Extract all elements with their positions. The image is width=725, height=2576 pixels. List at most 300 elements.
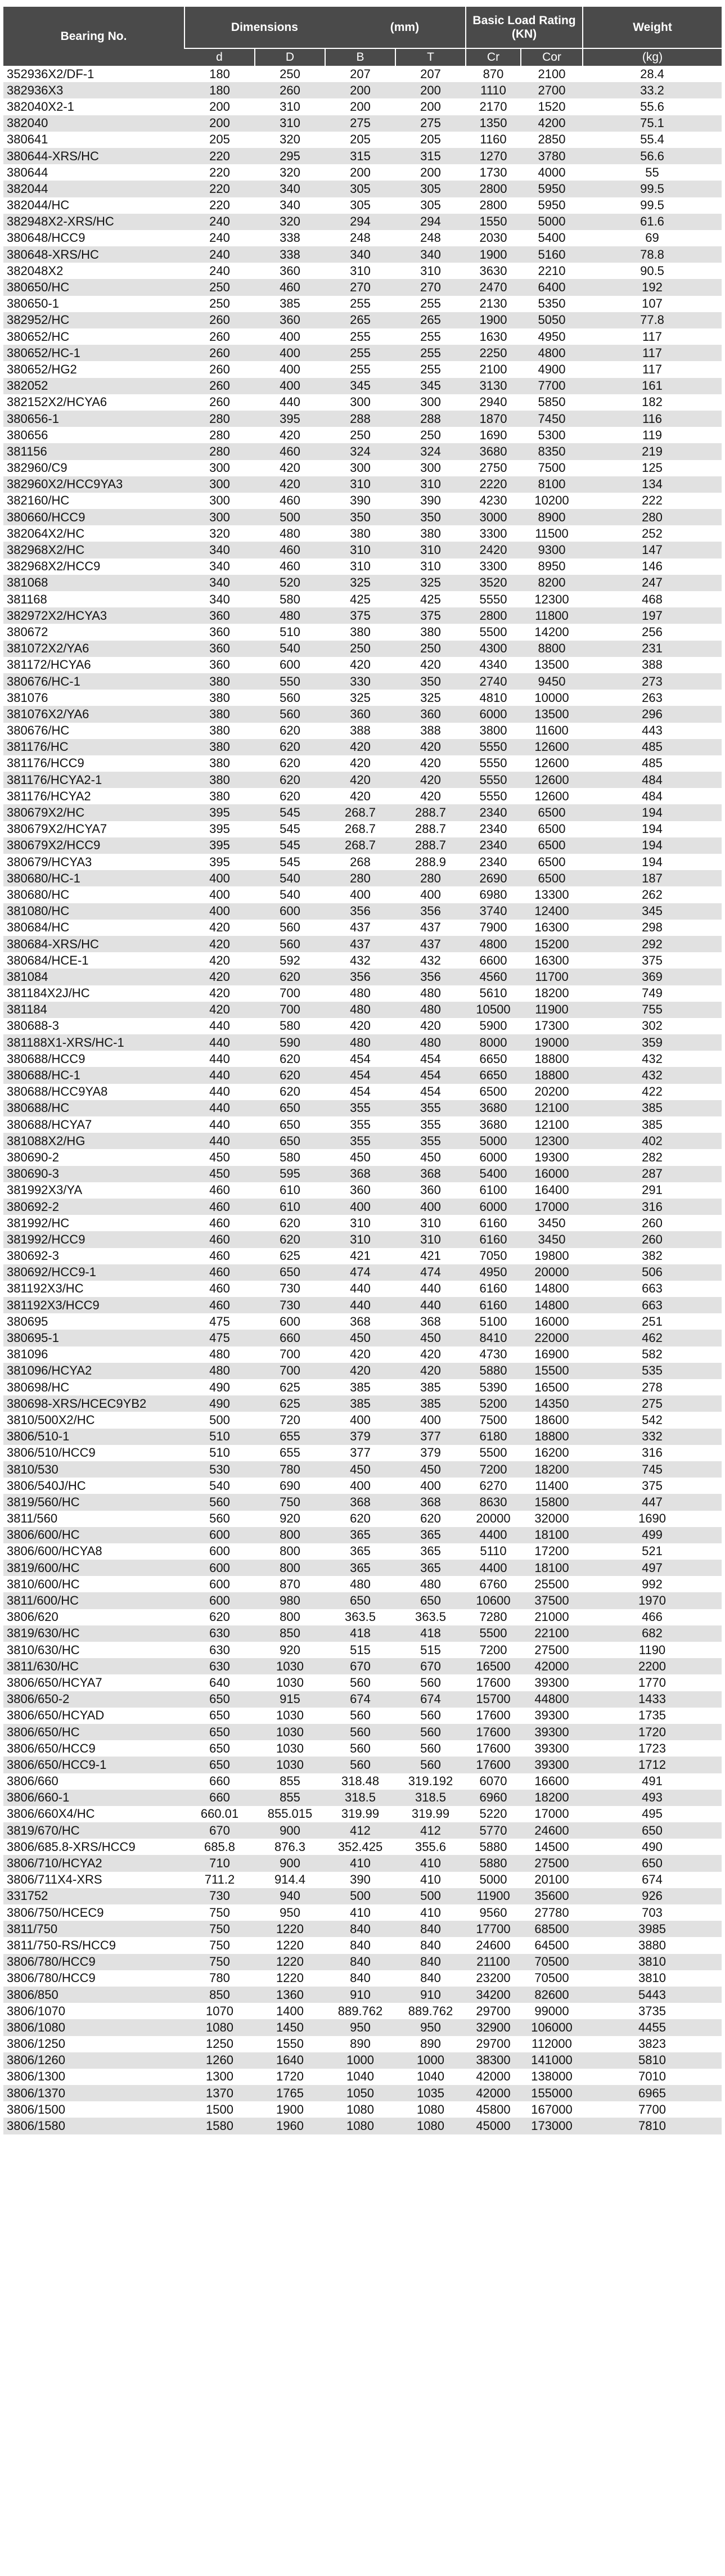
cell-d: 850 bbox=[184, 1987, 255, 2003]
table-row bbox=[3, 1839, 722, 1855]
cell-width-t: 420 bbox=[395, 1346, 466, 1363]
cell-width-b: 421 bbox=[325, 1248, 395, 1264]
table-row bbox=[3, 1166, 722, 1182]
cell-width-b: 420 bbox=[325, 1018, 395, 1034]
cell-weight: 542 bbox=[583, 1412, 722, 1428]
cell-cr: 2470 bbox=[466, 279, 521, 295]
cell-cor: 70500 bbox=[521, 1970, 583, 1987]
table-row bbox=[3, 493, 722, 509]
cell-width-t: 368 bbox=[395, 1166, 466, 1182]
table-row bbox=[3, 804, 722, 821]
table-row bbox=[3, 559, 722, 575]
cell-width-b: 480 bbox=[325, 985, 395, 1002]
cell-cor: 12100 bbox=[521, 1100, 583, 1116]
cell-model: 381992/HC bbox=[3, 1215, 184, 1231]
cell-weight: 273 bbox=[583, 673, 722, 690]
cell-weight: 332 bbox=[583, 1429, 722, 1445]
cell-cor: 17000 bbox=[521, 1199, 583, 1215]
cell-d: 1260 bbox=[184, 2052, 255, 2069]
cell-width-b: 268.7 bbox=[325, 821, 395, 837]
cell-model: 3810/530 bbox=[3, 1461, 184, 1478]
cell-cor: 7500 bbox=[521, 460, 583, 476]
table-row bbox=[3, 1691, 722, 1708]
cell-weight: 375 bbox=[583, 1478, 722, 1494]
cell-cor: 18800 bbox=[521, 1067, 583, 1083]
cell-cr: 4730 bbox=[466, 1346, 521, 1363]
cell-outer-d: 460 bbox=[255, 443, 325, 460]
cell-model: 381184X2J/HC bbox=[3, 985, 184, 1002]
cell-model: 381172/HCYA6 bbox=[3, 657, 184, 673]
cell-d: 380 bbox=[184, 706, 255, 722]
cell-width-b: 440 bbox=[325, 1281, 395, 1297]
cell-weight: 432 bbox=[583, 1051, 722, 1067]
cell-width-b: 255 bbox=[325, 361, 395, 377]
cell-outer-d: 560 bbox=[255, 920, 325, 936]
cell-cor: 16900 bbox=[521, 1346, 583, 1363]
header-dimensions bbox=[184, 7, 466, 48]
table-row bbox=[3, 1018, 722, 1034]
cell-cor: 3450 bbox=[521, 1231, 583, 1248]
cell-width-b: 356 bbox=[325, 903, 395, 920]
cell-d: 670 bbox=[184, 1822, 255, 1839]
cell-outer-d: 510 bbox=[255, 624, 325, 640]
cell-d: 530 bbox=[184, 1461, 255, 1478]
cell-weight: 650 bbox=[583, 1855, 722, 1871]
cell-weight: 385 bbox=[583, 1100, 722, 1116]
cell-d: 200 bbox=[184, 98, 255, 115]
cell-model: 3806/1500 bbox=[3, 2101, 184, 2118]
cell-weight: 1190 bbox=[583, 1642, 722, 1658]
cell-cr: 1160 bbox=[466, 132, 521, 148]
cell-cr: 16500 bbox=[466, 1658, 521, 1674]
cell-width-t: 375 bbox=[395, 607, 466, 624]
cell-outer-d: 1360 bbox=[255, 1987, 325, 2003]
cell-d: 395 bbox=[184, 854, 255, 870]
cell-width-t: 400 bbox=[395, 1412, 466, 1428]
cell-d: 220 bbox=[184, 197, 255, 214]
cell-width-t: 450 bbox=[395, 1330, 466, 1346]
cell-cr: 32900 bbox=[466, 2019, 521, 2035]
cell-cor: 8350 bbox=[521, 443, 583, 460]
cell-d: 260 bbox=[184, 361, 255, 377]
cell-d: 600 bbox=[184, 1560, 255, 1576]
cell-cr: 6000 bbox=[466, 1149, 521, 1165]
cell-weight: 231 bbox=[583, 641, 722, 657]
header-dimensions-unit: (mm) bbox=[390, 20, 420, 34]
cell-weight: 116 bbox=[583, 411, 722, 427]
cell-cor: 18800 bbox=[521, 1429, 583, 1445]
cell-outer-d: 400 bbox=[255, 361, 325, 377]
cell-d: 460 bbox=[184, 1264, 255, 1281]
cell-width-b: 315 bbox=[325, 148, 395, 164]
cell-model: 381076 bbox=[3, 690, 184, 706]
cell-cr: 6650 bbox=[466, 1067, 521, 1083]
cell-weight: 55.6 bbox=[583, 98, 722, 115]
cell-d: 1300 bbox=[184, 2069, 255, 2085]
cell-width-t: 280 bbox=[395, 870, 466, 886]
cell-width-t: 425 bbox=[395, 591, 466, 607]
cell-model: 380644 bbox=[3, 164, 184, 181]
cell-model: 380652/HG2 bbox=[3, 361, 184, 377]
cell-width-b: 420 bbox=[325, 1346, 395, 1363]
table-row bbox=[3, 1872, 722, 1888]
cell-weight: 1770 bbox=[583, 1674, 722, 1691]
cell-weight: 382 bbox=[583, 1248, 722, 1264]
cell-outer-d: 580 bbox=[255, 1018, 325, 1034]
cell-outer-d: 520 bbox=[255, 575, 325, 591]
cell-d: 420 bbox=[184, 936, 255, 952]
cell-cor: 8100 bbox=[521, 476, 583, 493]
cell-cor: 27780 bbox=[521, 1904, 583, 1921]
cell-cor: 18800 bbox=[521, 1051, 583, 1067]
cell-model: 380650-1 bbox=[3, 296, 184, 312]
cell-cr: 6960 bbox=[466, 1790, 521, 1806]
cell-d: 440 bbox=[184, 1067, 255, 1083]
cell-model: 3806/780/HCC9 bbox=[3, 1970, 184, 1987]
cell-width-b: 670 bbox=[325, 1658, 395, 1674]
cell-cor: 99000 bbox=[521, 2003, 583, 2019]
cell-model: 3806/660 bbox=[3, 1773, 184, 1790]
cell-weight: 4455 bbox=[583, 2019, 722, 2035]
cell-cor: 3780 bbox=[521, 148, 583, 164]
cell-weight: 107 bbox=[583, 296, 722, 312]
cell-d: 630 bbox=[184, 1658, 255, 1674]
cell-cor: 4200 bbox=[521, 115, 583, 132]
cell-outer-d: 620 bbox=[255, 755, 325, 772]
cell-outer-d: 950 bbox=[255, 1904, 325, 1921]
cell-cor: 16000 bbox=[521, 1313, 583, 1330]
cell-weight: 161 bbox=[583, 378, 722, 394]
table-row bbox=[3, 1281, 722, 1297]
cell-model: 380688/HCYA7 bbox=[3, 1116, 184, 1133]
cell-weight: 296 bbox=[583, 706, 722, 722]
cell-d: 660.01 bbox=[184, 1806, 255, 1822]
cell-width-t: 454 bbox=[395, 1084, 466, 1100]
cell-cr: 15700 bbox=[466, 1691, 521, 1708]
cell-width-t: 288.7 bbox=[395, 837, 466, 854]
cell-width-b: 560 bbox=[325, 1740, 395, 1757]
cell-cor: 167000 bbox=[521, 2101, 583, 2118]
cell-model: 380644-XRS/HC bbox=[3, 148, 184, 164]
cell-model: 382960/C9 bbox=[3, 460, 184, 476]
cell-width-t: 368 bbox=[395, 1313, 466, 1330]
cell-cr: 3740 bbox=[466, 903, 521, 920]
cell-width-t: 840 bbox=[395, 1921, 466, 1937]
cell-weight: 703 bbox=[583, 1904, 722, 1921]
cell-model: 381176/HCC9 bbox=[3, 755, 184, 772]
table-row bbox=[3, 952, 722, 969]
table-row bbox=[3, 1264, 722, 1281]
cell-weight: 663 bbox=[583, 1297, 722, 1313]
table-row bbox=[3, 1182, 722, 1199]
cell-cr: 1870 bbox=[466, 411, 521, 427]
table-row bbox=[3, 1642, 722, 1658]
cell-model: 382960X2/HCC9YA3 bbox=[3, 476, 184, 493]
cell-d: 1370 bbox=[184, 2085, 255, 2101]
cell-model: 382064X2/HC bbox=[3, 525, 184, 542]
cell-width-t: 355 bbox=[395, 1100, 466, 1116]
table-row bbox=[3, 1560, 722, 1576]
table-row bbox=[3, 1790, 722, 1806]
cell-weight: 674 bbox=[583, 1872, 722, 1888]
cell-weight: 247 bbox=[583, 575, 722, 591]
cell-outer-d: 1450 bbox=[255, 2019, 325, 2035]
cell-width-t: 315 bbox=[395, 148, 466, 164]
cell-width-t: 420 bbox=[395, 772, 466, 788]
cell-outer-d: 700 bbox=[255, 1363, 325, 1379]
cell-model: 382040 bbox=[3, 115, 184, 132]
cell-cr: 4340 bbox=[466, 657, 521, 673]
cell-d: 475 bbox=[184, 1330, 255, 1346]
cell-weight: 61.6 bbox=[583, 214, 722, 230]
cell-model: 381076X2/YA6 bbox=[3, 706, 184, 722]
cell-weight: 926 bbox=[583, 1888, 722, 1904]
cell-model: 380679X2/HCYA7 bbox=[3, 821, 184, 837]
subheader-weight-unit: (kg) bbox=[583, 48, 722, 66]
cell-outer-d: 920 bbox=[255, 1642, 325, 1658]
cell-width-t: 1000 bbox=[395, 2052, 466, 2069]
table-row bbox=[3, 690, 722, 706]
cell-width-b: 319.99 bbox=[325, 1806, 395, 1822]
cell-cor: 8800 bbox=[521, 641, 583, 657]
cell-model: 3806/660-1 bbox=[3, 1790, 184, 1806]
cell-cor: 35600 bbox=[521, 1888, 583, 1904]
cell-weight: 292 bbox=[583, 936, 722, 952]
cell-d: 650 bbox=[184, 1708, 255, 1724]
cell-width-b: 400 bbox=[325, 1412, 395, 1428]
table-row bbox=[3, 969, 722, 985]
cell-cor: 12300 bbox=[521, 591, 583, 607]
cell-weight: 345 bbox=[583, 903, 722, 920]
cell-model: 382040X2-1 bbox=[3, 98, 184, 115]
cell-d: 440 bbox=[184, 1100, 255, 1116]
cell-model: 3811/600/HC bbox=[3, 1592, 184, 1609]
cell-model: 3806/650/HCYAD bbox=[3, 1708, 184, 1724]
cell-weight: 256 bbox=[583, 624, 722, 640]
cell-width-t: 500 bbox=[395, 1888, 466, 1904]
cell-width-t: 380 bbox=[395, 525, 466, 542]
cell-outer-d: 1765 bbox=[255, 2085, 325, 2101]
cell-cr: 5500 bbox=[466, 1625, 521, 1642]
cell-width-b: 255 bbox=[325, 345, 395, 361]
cell-d: 750 bbox=[184, 1954, 255, 1970]
cell-cor: 64500 bbox=[521, 1937, 583, 1953]
cell-outer-d: 655 bbox=[255, 1445, 325, 1461]
cell-outer-d: 400 bbox=[255, 345, 325, 361]
cell-width-b: 380 bbox=[325, 525, 395, 542]
cell-cor: 27500 bbox=[521, 1855, 583, 1871]
cell-weight: 497 bbox=[583, 1560, 722, 1576]
cell-weight: 7010 bbox=[583, 2069, 722, 2085]
cell-cr: 5900 bbox=[466, 1018, 521, 1034]
cell-outer-d: 655 bbox=[255, 1429, 325, 1445]
cell-cor: 6500 bbox=[521, 854, 583, 870]
cell-cr: 21100 bbox=[466, 1954, 521, 1970]
cell-width-t: 437 bbox=[395, 936, 466, 952]
cell-cr: 5550 bbox=[466, 739, 521, 755]
cell-weight: 447 bbox=[583, 1494, 722, 1510]
cell-cor: 12100 bbox=[521, 1116, 583, 1133]
cell-cr: 8000 bbox=[466, 1034, 521, 1051]
cell-cr: 1690 bbox=[466, 427, 521, 443]
table-row bbox=[3, 1429, 722, 1445]
header-weight: Weight bbox=[583, 7, 722, 48]
cell-model: 331752 bbox=[3, 1888, 184, 1904]
cell-d: 340 bbox=[184, 575, 255, 591]
cell-outer-d: 800 bbox=[255, 1560, 325, 1576]
cell-width-t: 325 bbox=[395, 575, 466, 591]
cell-width-t: 420 bbox=[395, 1018, 466, 1034]
cell-width-t: 248 bbox=[395, 230, 466, 246]
cell-model: 3806/1370 bbox=[3, 2085, 184, 2101]
cell-model: 380656 bbox=[3, 427, 184, 443]
cell-model: 380688/HCC9 bbox=[3, 1051, 184, 1067]
table-row bbox=[3, 1987, 722, 2003]
cell-outer-d: 920 bbox=[255, 1511, 325, 1527]
cell-model: 3806/600/HCYA8 bbox=[3, 1543, 184, 1560]
cell-outer-d: 420 bbox=[255, 427, 325, 443]
cell-outer-d: 1400 bbox=[255, 2003, 325, 2019]
cell-cr: 6000 bbox=[466, 706, 521, 722]
cell-model: 381992/HCC9 bbox=[3, 1231, 184, 1248]
cell-width-t: 410 bbox=[395, 1904, 466, 1921]
cell-width-b: 1080 bbox=[325, 2101, 395, 2118]
cell-weight: 485 bbox=[583, 755, 722, 772]
cell-outer-d: 550 bbox=[255, 673, 325, 690]
cell-d: 250 bbox=[184, 296, 255, 312]
table-row bbox=[3, 1708, 722, 1724]
cell-weight: 1712 bbox=[583, 1757, 722, 1773]
cell-cor: 11400 bbox=[521, 1478, 583, 1494]
cell-model: 381096/HCYA2 bbox=[3, 1363, 184, 1379]
cell-width-b: 368 bbox=[325, 1494, 395, 1510]
cell-model: 380679/HCYA3 bbox=[3, 854, 184, 870]
cell-cr: 5550 bbox=[466, 591, 521, 607]
cell-width-b: 420 bbox=[325, 657, 395, 673]
cell-cor: 68500 bbox=[521, 1921, 583, 1937]
cell-model: 380676/HC-1 bbox=[3, 673, 184, 690]
cell-weight: 33.2 bbox=[583, 82, 722, 98]
cell-cor: 8900 bbox=[521, 509, 583, 525]
cell-width-b: 437 bbox=[325, 920, 395, 936]
cell-outer-d: 620 bbox=[255, 1067, 325, 1083]
cell-width-t: 674 bbox=[395, 1691, 466, 1708]
cell-model: 382052 bbox=[3, 378, 184, 394]
cell-cor: 14200 bbox=[521, 624, 583, 640]
cell-cr: 3520 bbox=[466, 575, 521, 591]
cell-outer-d: 580 bbox=[255, 591, 325, 607]
cell-model: 380679X2/HC bbox=[3, 804, 184, 821]
cell-width-t: 200 bbox=[395, 98, 466, 115]
cell-width-b: 305 bbox=[325, 181, 395, 197]
table-row bbox=[3, 1970, 722, 1987]
cell-model: 380652/HC-1 bbox=[3, 345, 184, 361]
cell-outer-d: 730 bbox=[255, 1281, 325, 1297]
table-row bbox=[3, 1543, 722, 1560]
cell-outer-d: 545 bbox=[255, 837, 325, 854]
cell-width-t: 650 bbox=[395, 1592, 466, 1609]
cell-model: 381188X1-XRS/HC-1 bbox=[3, 1034, 184, 1051]
subheader-b: B bbox=[325, 48, 395, 66]
cell-cr: 5000 bbox=[466, 1133, 521, 1149]
cell-cr: 2340 bbox=[466, 821, 521, 837]
cell-weight: 302 bbox=[583, 1018, 722, 1034]
cell-d: 1250 bbox=[184, 2036, 255, 2052]
cell-width-b: 420 bbox=[325, 739, 395, 755]
cell-width-t: 380 bbox=[395, 624, 466, 640]
cell-weight: 252 bbox=[583, 525, 722, 542]
cell-width-b: 305 bbox=[325, 197, 395, 214]
cell-cr: 5110 bbox=[466, 1543, 521, 1560]
cell-model: 381192X3/HCC9 bbox=[3, 1297, 184, 1313]
cell-cr: 5550 bbox=[466, 755, 521, 772]
cell-cr: 3130 bbox=[466, 378, 521, 394]
cell-width-b: 325 bbox=[325, 575, 395, 591]
cell-model: 380648/HCC9 bbox=[3, 230, 184, 246]
cell-weight: 187 bbox=[583, 870, 722, 886]
table-row bbox=[3, 1379, 722, 1395]
cell-d: 400 bbox=[184, 886, 255, 903]
cell-width-t: 474 bbox=[395, 1264, 466, 1281]
cell-cor: 16300 bbox=[521, 952, 583, 969]
cell-cor: 18200 bbox=[521, 1461, 583, 1478]
cell-cr: 2740 bbox=[466, 673, 521, 690]
cell-outer-d: 1030 bbox=[255, 1724, 325, 1740]
cell-outer-d: 660 bbox=[255, 1330, 325, 1346]
cell-outer-d: 750 bbox=[255, 1494, 325, 1510]
cell-d: 510 bbox=[184, 1445, 255, 1461]
cell-cr: 2750 bbox=[466, 460, 521, 476]
cell-cr: 3630 bbox=[466, 263, 521, 279]
cell-model: 380680/HC-1 bbox=[3, 870, 184, 886]
cell-cr: 5500 bbox=[466, 1445, 521, 1461]
cell-width-t: 412 bbox=[395, 1822, 466, 1839]
cell-cor: 5350 bbox=[521, 296, 583, 312]
cell-d: 1580 bbox=[184, 2118, 255, 2134]
cell-d: 360 bbox=[184, 657, 255, 673]
cell-width-b: 650 bbox=[325, 1592, 395, 1609]
cell-cr: 1270 bbox=[466, 148, 521, 164]
cell-model: 380698/HC bbox=[3, 1379, 184, 1395]
cell-cor: 14800 bbox=[521, 1281, 583, 1297]
cell-cr: 5500 bbox=[466, 624, 521, 640]
cell-cor: 1520 bbox=[521, 98, 583, 115]
cell-d: 1080 bbox=[184, 2019, 255, 2035]
cell-d: 380 bbox=[184, 739, 255, 755]
cell-weight: 117 bbox=[583, 361, 722, 377]
table-row bbox=[3, 837, 722, 854]
cell-cr: 5880 bbox=[466, 1839, 521, 1855]
cell-model: 3806/1070 bbox=[3, 2003, 184, 2019]
cell-outer-d: 650 bbox=[255, 1116, 325, 1133]
cell-outer-d: 480 bbox=[255, 607, 325, 624]
table-body bbox=[3, 66, 722, 2134]
cell-weight: 119 bbox=[583, 427, 722, 443]
bearing-table bbox=[3, 7, 722, 2134]
table-row bbox=[3, 1757, 722, 1773]
cell-weight: 1970 bbox=[583, 1592, 722, 1609]
cell-outer-d: 625 bbox=[255, 1395, 325, 1412]
table-row bbox=[3, 443, 722, 460]
cell-cor: 37500 bbox=[521, 1592, 583, 1609]
cell-cr: 5880 bbox=[466, 1855, 521, 1871]
cell-d: 560 bbox=[184, 1511, 255, 1527]
cell-width-b: 840 bbox=[325, 1921, 395, 1937]
cell-outer-d: 590 bbox=[255, 1034, 325, 1051]
cell-width-t: 255 bbox=[395, 345, 466, 361]
cell-weight: 484 bbox=[583, 788, 722, 804]
cell-cor: 7700 bbox=[521, 378, 583, 394]
